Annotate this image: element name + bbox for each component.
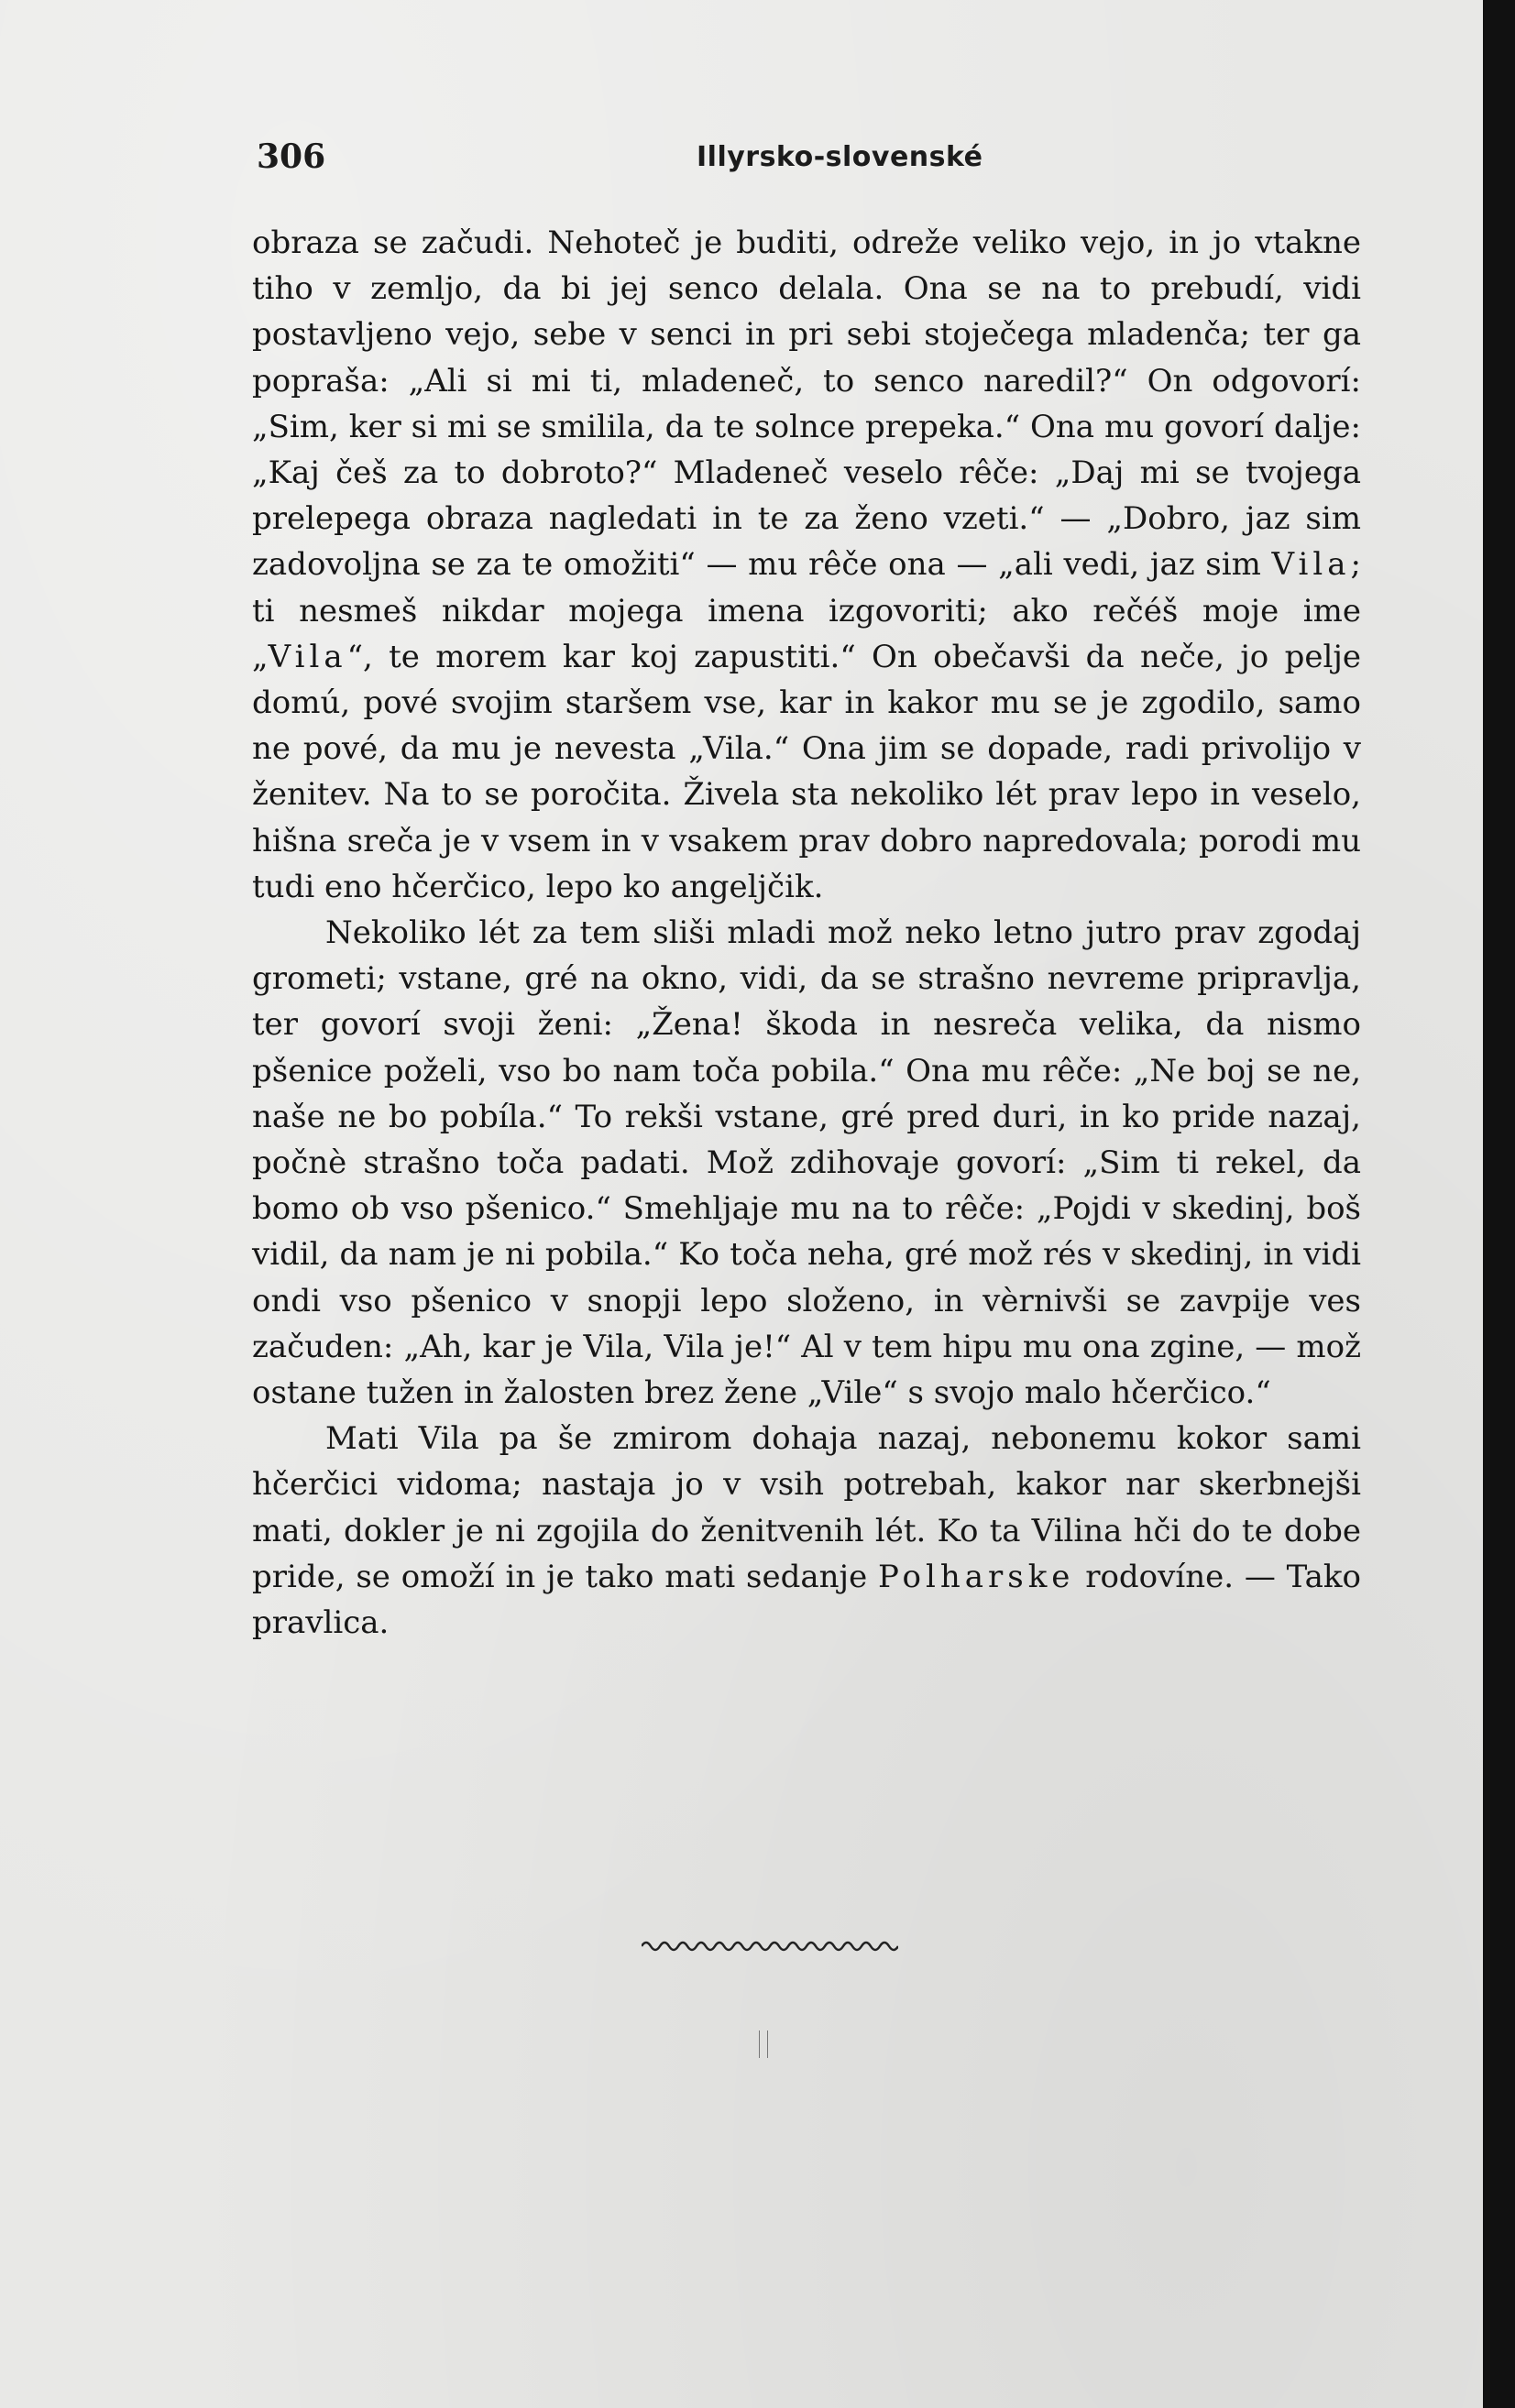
page-number: 306 [257, 137, 326, 176]
emphasized-word: Polharske [877, 1558, 1075, 1595]
running-title: Illyrsko-slovenské [697, 141, 983, 173]
paragraph-2: Nekoliko lét za tem sliši mladi mož neko letno jutro prav zgodaj grometi; vstane, gré na okno, vidi, da se strašno nevreme pripravlja, ter govorí svoji ženi: „Žena! škoda in nesreča velika, da nismo pšenice poželi, vso bo nam toča pobila.“ Ona mu rêče: „Ne boj se ne, naše ne bo pobíla.“ To rekši vstane, gré pred duri, in ko pride nazaj, počnè strašno toča padati. Mož zdihovaje govorí: „Sim ti rekel, da bomo ob vso pšenico.“ Smehljaje mu na to rêče: „Pojdi v skedinj, boš vidil, da nam je ni pobila.“ Ko toča neha, gré mož rés v skedinj, in vidi ondi vso pšenico v snopji lepo složeno, in vèrnivši se zavpije ves začuden: „Ah, kar je Vila, Vila je!“ Al v tem hipu mu ona zgine, — mož ostane tužen in žalosten brez žene „Vile“ s svojo malo hčerčico.“ [252, 914, 1361, 1412]
wavy-ornament-icon [642, 1935, 898, 1957]
scan-border [1483, 0, 1515, 2408]
printer-mark [759, 2030, 768, 2058]
emphasized-word: Vila [268, 638, 347, 675]
body-text [252, 220, 1361, 1646]
paragraph-1: obraza se začudi. Nehoteč je buditi, odreže veliko vejo, in jo vtakne tiho v zemljo, da bi jej senco delala. Ona se na to prebudí, vidi postavljeno vejo, sebe v senci in pri sebi stoječega mladenča; ter ga popraša: „Ali si mi ti, mladeneč, to senco naredil?“ On odgovorí: „Sim, ker si mi se smilila, da te solnce prepeka.“ Ona mu govorí dalje: „Kaj češ za to dobroto?“ Mladeneč veselo rêče: „Daj mi se tvojega prelepega obraza nagledati in te za ženo vzeti.“ — „Dobro, jaz sim zadovoljna se za te omožiti“ — mu rêče ona — „ali vedi, jaz sim Vila; ti nesmeš nikdar mojega imena izgovoriti; ako rečéš moje ime „Vila“, te morem kar koj zapustiti.“ On obečavši da neče, jo pelje domú, pové svojim staršem vse, kar in kakor mu se je zgodilo, samo ne pové, da mu je nevesta „Vila.“ Ona jim se dopade, radi privolijo v ženitev. Na to se poročita. Živela sta nekoliko lét prav lepo in veselo, hišna sreča je v vsem in v vsakem prav dobro napredovala; porodi mu tudi eno hčerčico, lepo ko angeljčik. [252, 224, 1361, 905]
paragraph-3: Mati Vila pa še zmirom dohaja nazaj, nebonemu kokor sami hčerčici vidoma; nastaja jo v vsih potrebah, kakor nar skerbnejši mati, dokler je ni zgojila do ženitvenih lét. Ko ta Vilina hči do te dobe pride, se omoží in je tako mati sedanje Polharske rodovíne. — Tako pravlica. [252, 1420, 1361, 1642]
page-header [257, 137, 1356, 192]
emphasized-word: Vila [1271, 546, 1351, 584]
